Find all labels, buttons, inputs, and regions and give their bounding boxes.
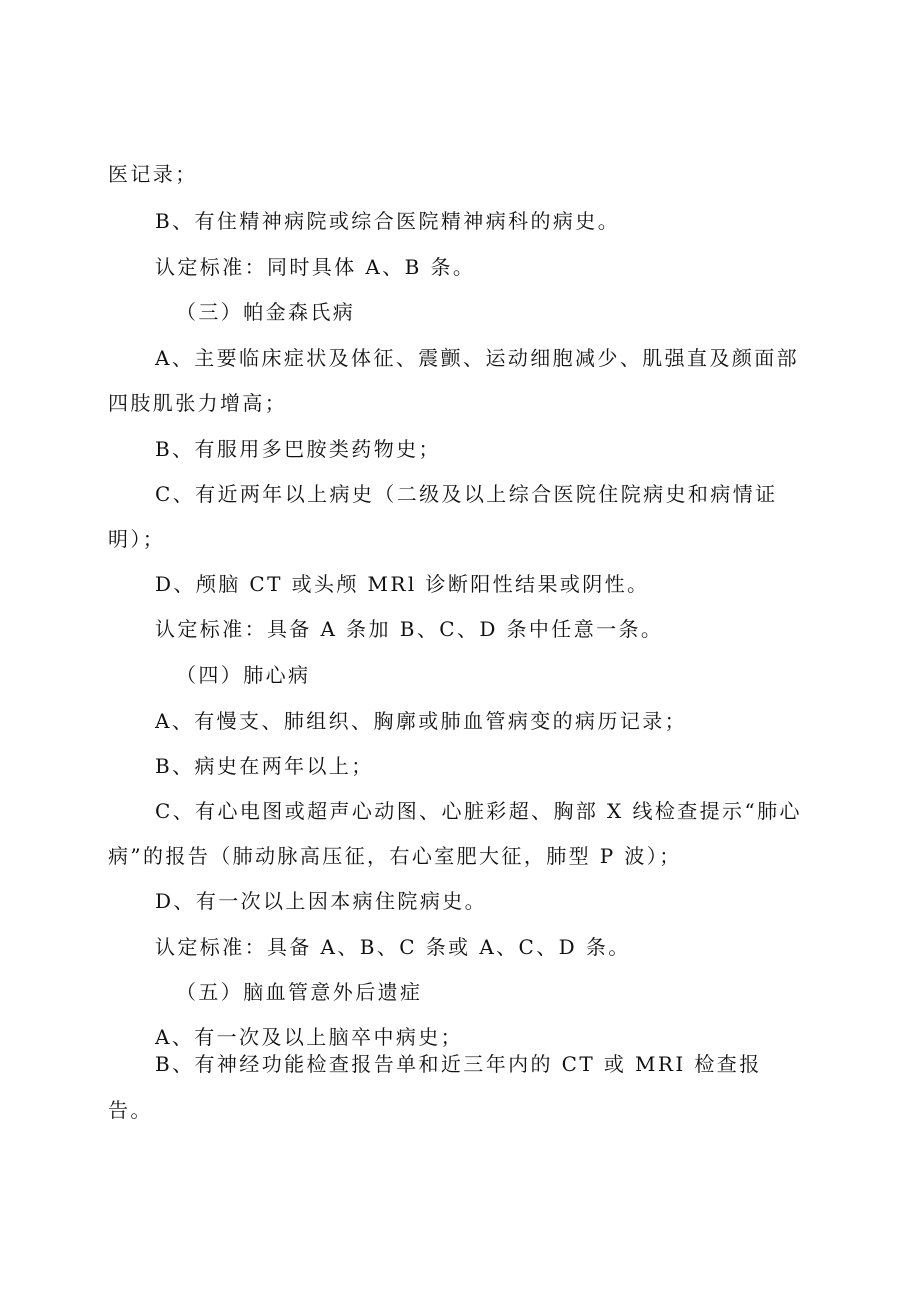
paragraph-line: C、有心电图或超声心动图、心脏彩超、胸部 X 线检查提示“肺心 bbox=[155, 799, 802, 823]
paragraph-line: B、有神经功能检查报告单和近三年内的 CT 或 MRI 检查报 bbox=[155, 1052, 762, 1076]
paragraph-line: 告。 bbox=[108, 1098, 153, 1122]
paragraph-line: 认定标准：同时具体 A、B 条。 bbox=[155, 255, 476, 279]
paragraph-line: 认定标准：具备 A、B、C 条或 A、C、D 条。 bbox=[155, 935, 631, 959]
section-heading: （三）帕金森氏病 bbox=[176, 300, 356, 324]
paragraph-line: A、有慢支、肺组织、胸廓或肺血管病变的病历记录； bbox=[155, 709, 688, 733]
paragraph-line: B、有住精神病院或综合医院精神病科的病史。 bbox=[155, 209, 621, 233]
paragraph-line: 病”的报告（肺动脉高压征，右心室肥大征，肺型 P 波）； bbox=[108, 844, 682, 868]
paragraph-line: 四肢肌张力增高； bbox=[108, 391, 288, 415]
paragraph-line: C、有近两年以上病史（二级及以上综合医院住院病史和病情证 bbox=[155, 482, 778, 506]
paragraph-line: 明）； bbox=[108, 527, 166, 551]
paragraph-line: A、有一次及以上脑卒中病史； bbox=[155, 1025, 464, 1049]
paragraph-line: D、颅脑 CT 或头颅 MRl 诊断阳性结果或阴性。 bbox=[155, 572, 650, 596]
paragraph-line: B、有服用多巴胺类药物史； bbox=[155, 437, 441, 461]
paragraph-line: D、有一次以上因本病住院病史。 bbox=[155, 889, 488, 913]
paragraph-line: 医记录； bbox=[108, 162, 198, 186]
paragraph-line: A、主要临床症状及体征、震颤、运动细胞减少、肌强直及颜面部 bbox=[155, 346, 800, 370]
paragraph-line: B、病史在两年以上； bbox=[155, 754, 374, 778]
paragraph-line: 认定标准：具备 A 条加 B、C、D 条中任意一条。 bbox=[155, 617, 664, 641]
section-heading: （五）脑血管意外后遗症 bbox=[176, 980, 423, 1004]
section-heading: （四）肺心病 bbox=[176, 663, 311, 687]
